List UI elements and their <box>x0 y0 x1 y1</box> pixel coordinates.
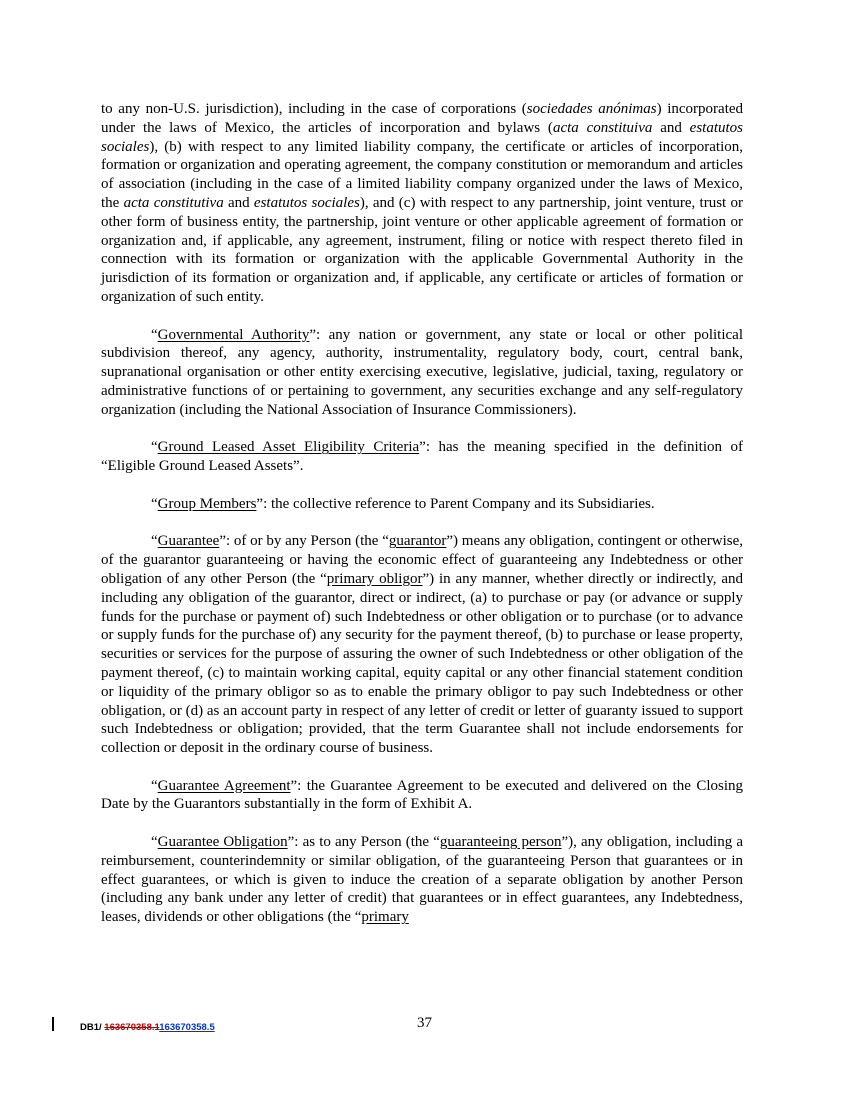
text-run: ) incorporated under the laws of Mexico, the articles of incorporation and bylaws ( <box>101 101 744 136</box>
paragraph <box>101 777 743 815</box>
defined-term: guarantor <box>388 533 447 550</box>
defined-term: primary obligor <box>326 570 423 587</box>
text-run: and <box>223 194 254 211</box>
paragraph <box>101 438 743 476</box>
italic-text: estatutos sociales <box>101 119 743 155</box>
text-run: ”) means any obligation, contingent or otherwise, of the guarantor guaranteeing or having the economic effect of guaranteeing any Indebtedness or other obligation of any other Person (the “ <box>101 533 743 587</box>
italic-text: sociedades anónimas <box>526 101 657 117</box>
italic-text: acta constituiva <box>552 119 653 136</box>
defined-term: guaranteeing person <box>439 834 562 851</box>
italic-text: estatutos sociales <box>253 194 360 211</box>
text-run: ), (b) with respect to any limited liability company, the certificate or articles of incorporation, formation or organization and operating agreement, the company constitution or memorandum and articles of association (including in the case of a limited liability company organized under the laws of Mexico, the <box>101 138 743 211</box>
document-id-prefix: DB1/ <box>80 1022 105 1033</box>
text-run: ”) in any manner, whether directly or indirectly, and including any obligation of the guarantor, direct or indirect, (a) to purchase or pay (or advance or supply funds for the purchase or payment of) such Indebtedness or other obligation or to purchase (or to advance or supply funds for the purchase of) any security for the payment thereof, (b) to purchase or lease property, securities or services for the purpose of assuring the owner of such Indebtedness or other obligation of the payment thereof, (c) to maintain working capital, equity capital or any other financial statement condition or liquidity of the primary obligor so as to enable the primary obligor to pay such Indebtedness or other obligation, or (d) as an account party in respect of any letter of credit or letter of guaranty issued to support such Indebtedness or obligation; provided, that the term Guarantee shall not include endorsements for collection or deposit in the ordinary course of business. <box>101 570 743 757</box>
text-run: ”: of or by any Person (the “ <box>219 533 389 550</box>
defined-term: primary <box>361 909 409 926</box>
defined-term: Ground Leased Asset Eligibility Criteria <box>157 439 420 456</box>
text-run: “ <box>151 777 158 794</box>
document-id-deleted: 163670358.1 <box>104 1022 160 1033</box>
text-run: ”: has the meaning specified in the definition of “Eligible Ground Leased Assets”. <box>101 439 743 475</box>
text-run: and <box>652 119 690 136</box>
text-run: ), and (c) with respect to any partnership, joint venture, trust or other form of business entity, the partnership, joint venture or other applicable agreement of formation or organization and, if applicable, any agreement, instrument, filing or notice with respect thereto filed in connection with its formation or organization with the applicable Governmental Authority in the jurisdiction of its formation or organization and, if applicable, any certificate or articles of formation or organization of such entity. <box>101 194 743 305</box>
text-run: “ <box>151 495 158 512</box>
defined-term: Group Members <box>157 495 257 512</box>
text-run: ”: the Guarantee Agreement to be executed and delivered on the Closing Date by the Guarantors substantially in the form of Exhibit A. <box>101 777 743 813</box>
text-run: “ <box>151 326 158 343</box>
page-number: 37 <box>417 1015 432 1031</box>
text-run: “ <box>151 439 158 456</box>
text-run: ”: as to any Person (the “ <box>287 834 440 851</box>
defined-term: Guarantee Obligation <box>157 834 288 851</box>
text-run: ”), any obligation, including a reimbursement, counterindemnity or similar obligation, of the guaranteeing Person that guarantees or in effect guarantees, or which is given to induce the creation of a separate obligation by another Person (including any bank under any letter of credit) that guarantees or in effect guarantees, any Indebtedness, leases, dividends or other obligations (the “ <box>101 834 743 926</box>
defined-term: Guarantee Agreement <box>157 777 291 794</box>
paragraph <box>101 495 743 514</box>
text-run: ”: any nation or government, any state or local or other political subdivision thereof, any agency, authority, instrumentality, regulatory body, court, central bank, supranational organisation or other entity exercising executive, legislative, judicial, taxing, regulatory or administrative functions of or pertaining to government, any securities exchange and any self-regulatory organization (including the National Association of Insurance Commissioners). <box>101 326 743 418</box>
paragraph <box>101 532 743 758</box>
text-run: “ <box>151 533 158 550</box>
document-id-inserted: 163670358.5 <box>159 1022 215 1033</box>
text-run: to any non-U.S. jurisdiction), including in the case of corporations ( <box>101 101 527 117</box>
paragraph <box>101 833 743 927</box>
paragraph <box>101 326 743 420</box>
paragraph <box>101 100 743 307</box>
italic-text: acta constitutiva <box>123 194 224 211</box>
defined-term: Governmental Authority <box>157 326 310 343</box>
defined-term: Guarantee <box>157 533 220 550</box>
document-body <box>101 100 743 946</box>
text-run: “ <box>151 834 158 851</box>
text-run: ”: the collective reference to Parent Company and its Subsidiaries. <box>256 495 655 512</box>
